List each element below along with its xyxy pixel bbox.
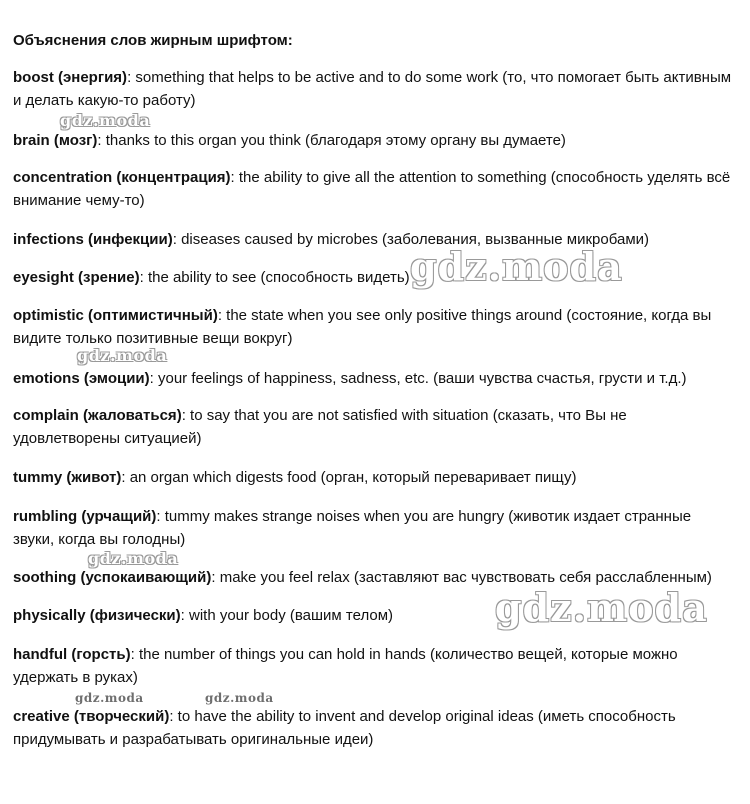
entry-term: brain (мозг) (13, 132, 98, 149)
watermark: gdz.moda (88, 549, 179, 568)
watermark: gdz.moda (77, 346, 168, 365)
watermark: gdz.moda (205, 691, 274, 705)
entry-creative (13, 705, 735, 751)
entry-definition: : the ability to give all the attention to something (способность уделять всё внимание чему-то) (13, 169, 731, 209)
entry-definition: : tummy makes strange noises when you are hungry (животик издает странные звуки, когда вы голодны) (13, 508, 692, 548)
watermark: gdz.moda (410, 244, 623, 289)
entry-definition: : your feelings of happiness, sadness, etc. (ваши чувства счастья, грусти и т.д.) (149, 370, 687, 387)
entry-term: infections (инфекции) (13, 231, 173, 248)
entry-emotions (13, 367, 735, 390)
entry-eyesight (13, 266, 735, 289)
watermark: gdz.moda (60, 111, 151, 130)
entry-rumbling (13, 505, 735, 551)
entry-term: eyesight (зрение) (13, 269, 140, 286)
entry-infections (13, 228, 735, 251)
entry-complain (13, 404, 735, 450)
entry-definition: : make you feel relax (заставляют вас чувствовать себя расслабленным) (211, 569, 712, 586)
entry-brain (13, 129, 735, 152)
entry-term: physically (физически) (13, 607, 181, 624)
entry-handful (13, 643, 735, 689)
entry-definition: : the number of things you can hold in hands (количество вещей, которые можно удержать в руках) (13, 646, 678, 686)
entry-tummy (13, 466, 735, 489)
entry-definition: : diseases caused by microbes (заболевания, вызванные микробами) (172, 231, 650, 248)
entry-term: tummy (живот) (13, 469, 122, 486)
entry-term: handful (горсть) (13, 646, 131, 663)
entry-definition: : to have the ability to invent and develop original ideas (иметь способность придумывать и разрабатывать оригинальные идеи) (13, 708, 676, 748)
watermark: gdz.moda (495, 585, 708, 630)
page-heading: Объяснения слов жирным шрифтом: (13, 32, 293, 49)
entry-boost (13, 66, 735, 112)
entry-term: soothing (успокаивающий) (13, 569, 212, 586)
entry-definition: : the ability to see (способность видеть) (139, 269, 410, 286)
entry-term: boost (энергия) (13, 69, 128, 86)
entry-definition: : to say that you are not satisfied with situation (сказать, что Вы не удовлетворены ситуацией) (13, 407, 627, 447)
entry-definition: : something that helps to be active and to do some work (то, что помогает быть активным и делать какую-то работу) (13, 69, 732, 109)
entry-term: rumbling (урчащий) (13, 508, 157, 525)
entry-term: optimistic (оптимистичный) (13, 307, 218, 324)
entry-definition: : thanks to this organ you think (благодаря этому органу вы думаете) (97, 132, 566, 149)
entry-concentration (13, 166, 735, 212)
entry-definition: : an organ which digests food (орган, который переваривает пищу) (121, 469, 577, 486)
entry-term: concentration (концентрация) (13, 169, 231, 186)
entry-optimistic (13, 304, 735, 350)
entry-definition: : the state when you see only positive things around (состояние, когда вы видите только позитивные вещи вокруг) (13, 307, 712, 347)
entry-definition: : with your body (вашим телом) (180, 607, 394, 624)
entry-term: emotions (эмоции) (13, 370, 150, 387)
watermark: gdz.moda (75, 691, 144, 705)
entry-term: creative (творческий) (13, 708, 170, 725)
entry-term: complain (жаловаться) (13, 407, 182, 424)
